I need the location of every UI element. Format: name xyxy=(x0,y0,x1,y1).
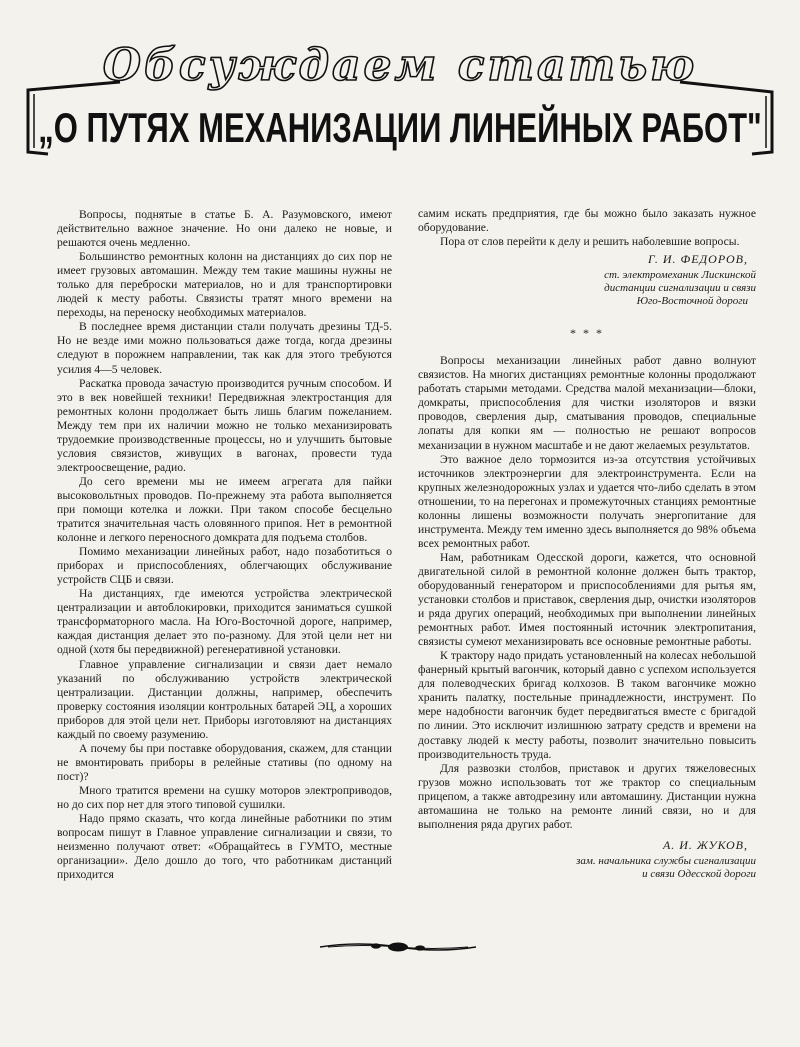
signature-position-1-line3: Юго-Восточной дороги xyxy=(636,295,748,308)
asterism-separator: * * * xyxy=(570,326,604,341)
signature-name-1: Г. И. ФЕДОРОВ, xyxy=(647,252,748,267)
rubric-title: Обсуждаем статью xyxy=(102,40,698,91)
paragraph: Помимо механизации линейных работ, надо позаботиться о приборах и приспособлениях, облегчающих обслуживание устройств СЦБ и связи. xyxy=(57,545,392,587)
right-column xyxy=(418,207,756,881)
paragraph: Вопросы механизации линейных работ давно волнуют связистов. На многих дистанциях ремонтные колонны продолжают работать старыми методами. Средства малой механизации—блоки, домкраты, приспособления для чистки изоляторов и вязки проводов, сверления дыр, сматывания проводов, специальные лопаты для копки ям — полностью не решают вопросов механизации в нужном масштабе и не дают желаемых результатов. xyxy=(418,354,756,452)
signature-position-2-line2: и связи Одесской дороги xyxy=(642,867,756,880)
left-column xyxy=(57,208,392,882)
article-header xyxy=(0,0,800,190)
article-title: „О ПУТЯХ МЕХАНИЗАЦИИ ЛИНЕЙНЫХ РАБОТ" xyxy=(38,104,762,152)
paragraph: Нам, работникам Одесской дороги, кажется, что основной двигательной силой в ремонтной колонне должен быть трактор, оборудованный генератором и приспособлениями для рытья ям, установки столбов и приставок, сверления дыр, очистки изоляторов и ряда других операций, необходимых при выполнении линейных ремонтных работ. Имея постоянный источник электропитания, связисты сумеют механизировать все основные ремонтные работы. xyxy=(418,550,756,649)
paragraph: До сего времени мы не имеем агрегата для пайки высоковольтных проводов. По-прежнему эта работа выполняется при помощи котелка и ложки. При таком способе бесцельно тратится значительная часть оловянного припоя. Нет в ремонтной колонне и легкого переносного домкрата для подъема столбов. xyxy=(57,474,392,545)
paragraph: Пора от слов перейти к делу и решить наболевшие вопросы. xyxy=(440,235,740,249)
signature-name-2: А. И. ЖУКОВ, xyxy=(662,837,748,852)
paragraph: Надо прямо сказать, что когда линейные работники по этим вопросам пишут в Главное управление сигнализации и связи, то неизменно получают ответ: «Обращайтесь в ГУМТО, местные организации». Дело дошло до того, что работникам дистанций приходится xyxy=(57,812,392,882)
paragraph: Это важное дело тормозится из-за отсутствия устойчивых источников электроэнергии для электроинструмента. Если на крупных железнодорожных узлах и удается что-либо сделать в этом отношении, то на перегонах и промежуточных станциях ремонтные колонны лишены возможности получать энергопитание для инструмента. Между тем именно здесь выполняется до 98% объема всех ремонтных работ. xyxy=(418,452,756,550)
header-bracket-frame xyxy=(0,0,800,190)
paragraph: самим искать предприятия, где бы можно было заказать нужное оборудование. xyxy=(418,207,756,235)
paragraph: А почему бы при поставке оборудования, скажем, для станции не вмонтировать приборы в релейные стативы (по одному на пост)? xyxy=(57,741,392,783)
paragraph: Для развозки столбов, приставок и других тяжеловесных грузов можно использовать тот же трактор со специальным прицепом, а также автодрезину или автомашину. Дистанции нужна автомашина не только на ремонте линий связи, но и для выполнения ряда других работ. xyxy=(418,761,756,831)
paragraph: Раскатка провода зачастую производится ручным способом. И это в век новейшей техники! Передвижная электростанция для ремонтных колонн продолжает быть лишь благим пожеланием. Между тем при их наличии можно не только механизировать трудоемкие производственные процессы, но и улучшить бытовые условия связистов, живущих в вагонах, провести туда электроосвещение, радио. xyxy=(57,376,392,474)
paragraph: На дистанциях, где имеются устройства электрической централизации и автоблокировки, приходится заниматься сушкой трансформаторного масла. На Юго-Восточной дороге, например, каждая дистанция делает это по-разному. Для этой цели нет ни одной (хотя бы передвижной) регенеративной установки. xyxy=(57,587,392,657)
paragraph: Большинство ремонтных колонн на дистанциях до сих пор не имеет грузовых автомашин. Между тем такие машины нужны не только для переброски материалов, но и для транспортировки людей к месту работы. Связисты тратят много времени на переходы, на переноску необходимых материалов. xyxy=(57,250,392,320)
signature-position-2-line1: зам. начальника службы сигнализации xyxy=(576,854,756,867)
paragraph: К трактору надо придать установленный на колесах небольшой фанерный крытый вагончик, который давно с успехом используется для полеводческих бригад колхозов. В таком вагончике можно хранить палатку, постельные принадлежности, инструмент. По мере надобности вагончик будет передвигаться вместе с бригадой по линии. Это исключит излишнюю затрату средств и времени на доставку людей к месту работы, позволит значительно повысить производительность труда. xyxy=(418,649,756,761)
signature-position-1-line1: ст. электромеханик Лискинской xyxy=(604,269,756,282)
ornament-divider-icon xyxy=(318,932,478,962)
paragraph: Много тратится времени на сушку моторов электроприводов, но до сих пор нет для этого типовой сушилки. xyxy=(57,783,392,811)
paragraph: Вопросы, поднятые в статье Б. А. Разумовского, имеют действительно важное значение. Но они далеко не новые, и решаются очень медленно. xyxy=(57,208,392,250)
paragraph: В последнее время дистанции стали получать дрезины ТД-5. Но не везде ими можно пользоваться даже тогда, когда дрезины следуют в порожнем направлении, так как для этого требуются усилия 4—5 человек. xyxy=(57,320,392,376)
signature-position-1-line2: дистанции сигнализации и связи xyxy=(604,282,756,295)
paragraph: Главное управление сигнализации и связи дает немало указаний по обслуживанию устройств электрической централизации. Дистанции должны, например, обеспечить проверку состояния изоляции контрольных батарей ЭЦ, а хороших приборов для этой цели нет. Приборы изготовляют на дистанциях каждый по своему разумению. xyxy=(57,657,392,741)
